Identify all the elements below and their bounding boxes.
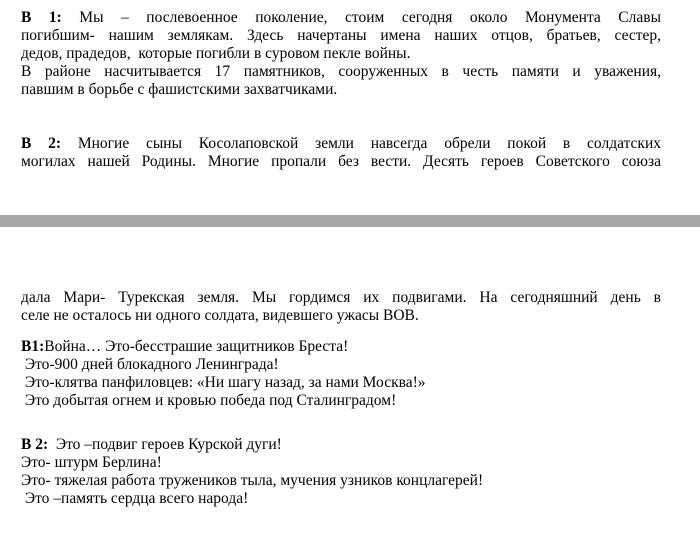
paragraph-line: В 2: Многие сыны Косолаповской земли навсегда обрели покой в солдатских bbox=[21, 135, 661, 152]
document-page-2 bbox=[0, 227, 700, 534]
paragraph-line: селе не осталось ни одного солдата, видевшего ужасы ВОВ. bbox=[21, 307, 419, 324]
paragraph-line: В1:Война… Это-бесстрашие защитников Бреста! bbox=[21, 338, 349, 355]
paragraph-line: Это- тяжелая работа тружеников тыла, мучения узников концлагерей! bbox=[21, 472, 484, 489]
paragraph-line: Это-клятва панфиловцев: «Ни шагу назад, за нами Москва!» bbox=[21, 374, 426, 391]
paragraph-line: В 1: Мы – послевоенное поколение, стоим сегодня около Монумента Славы bbox=[21, 9, 661, 26]
paragraph-line: погибшим- нашим землякам. Здесь начертаны имена наших отцов, братьев, сестер, bbox=[21, 27, 661, 44]
paragraph-line: В районе насчитывается 17 памятников, сооруженных в честь памяти и уважения, bbox=[21, 63, 661, 80]
paragraph-line: павшим в борьбе с фашистскими захватчиками. bbox=[21, 81, 338, 98]
page-break-divider bbox=[0, 215, 700, 227]
speaker-label: В1: bbox=[21, 338, 45, 355]
paragraph-line: Это добытая огнем и кровью победа под Сталинградом! bbox=[21, 392, 397, 409]
paragraph-line: В 2: Это –подвиг героев Курской дуги! bbox=[21, 436, 282, 453]
paragraph-line: дала Мари- Турекская земля. Мы гордимся их подвигами. На сегодняшний день в bbox=[21, 289, 661, 306]
document-page-1 bbox=[0, 0, 700, 215]
paragraph-line: Это- штурм Берлина! bbox=[21, 454, 162, 471]
speaker-label: В 2: bbox=[21, 436, 49, 453]
paragraph-line: Это –память сердца всего народа! bbox=[21, 490, 249, 507]
paragraph-line: дедов, прадедов, которые погибли в суровом пекле войны. bbox=[21, 45, 411, 62]
speaker-label: В 1: bbox=[21, 9, 62, 26]
paragraph-line: Это-900 дней блокадного Ленинграда! bbox=[21, 356, 279, 373]
speaker-label: В 2: bbox=[21, 135, 62, 152]
paragraph-line: могилах нашей Родины. Многие пропали без вести. Десять героев Советского союза bbox=[21, 153, 661, 170]
